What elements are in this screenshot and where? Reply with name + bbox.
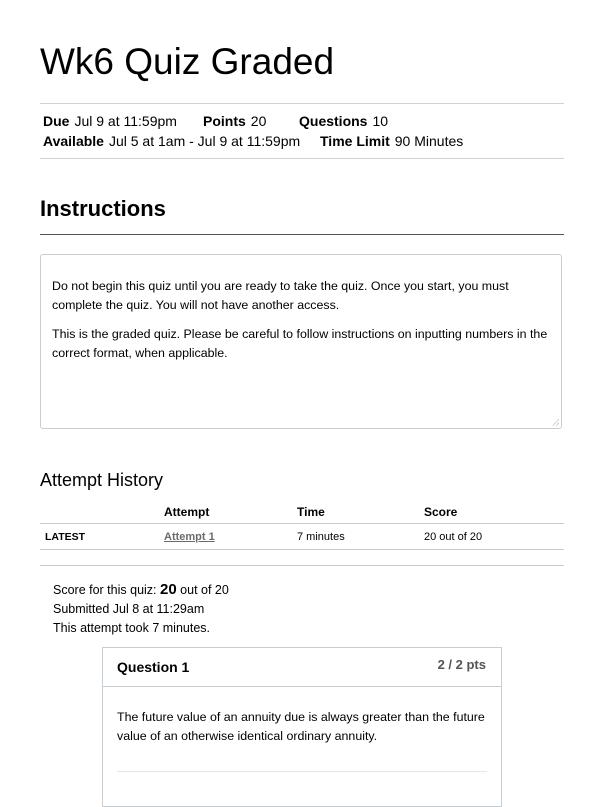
score-suffix: out of 20 [180,583,229,597]
due-label: Due [43,113,70,129]
quiz-details-row-1 [43,113,388,129]
instructions-heading: Instructions [40,196,166,221]
submitted-line: Submitted Jul 8 at 11:29am [53,602,205,616]
question-title: Question 1 [117,659,190,675]
question-card [102,647,502,807]
questions-value: 10 [372,113,389,129]
attempt-1-link[interactable]: Attempt 1 [164,530,215,543]
questions-label: Questions [299,113,368,129]
points-value: 20 [250,113,267,129]
instructions-box[interactable] [40,254,562,429]
column-header-score: Score [424,500,564,524]
column-header-blank [40,500,164,524]
score-line [53,580,229,600]
points-item [203,113,299,129]
quiz-details-row-2 [43,133,463,149]
summary-divider [40,565,564,566]
attempt-cell [164,524,297,550]
resize-grip-icon[interactable] [552,419,559,426]
question-points: 2 / 2 pts [437,657,486,672]
score-prefix: Score for this quiz: [53,583,157,597]
time-limit-label: Time Limit [320,133,390,149]
table-row [40,524,564,550]
questions-item [299,113,388,129]
page-title: Wk6 Quiz Graded [40,41,335,82]
instructions-divider [40,234,564,235]
instructions-paragraph: This is the graded quiz. Please be careful to follow instructions on inputting numbers in the correct format, when applicable. [52,327,548,360]
question-divider [117,771,487,772]
due-item [43,113,203,129]
available-label: Available [43,133,104,149]
available-value: Jul 5 at 1am - Jul 9 at 11:59pm [108,133,301,149]
duration-line: This attempt took 7 minutes. [53,621,211,635]
points-label: Points [203,113,246,129]
instructions-paragraph: Do not begin this quiz until you are ready to take the quiz. Once you start, you must complete the quiz. You will not have another access. [52,279,509,312]
due-value: Jul 9 at 11:59pm [74,113,177,129]
quiz-summary [53,580,229,638]
score-value: 20 [160,581,177,598]
available-item [43,133,320,149]
question-text: The future value of an annuity due is always greater than the future value of an otherwise identical ordinary annuity. [117,710,485,743]
quiz-details [40,103,564,159]
question-header [103,648,501,687]
column-header-time: Time [297,500,424,524]
column-header-attempt: Attempt [164,500,297,524]
table-header-row [40,500,564,524]
time-limit-value: 90 Minutes [394,133,464,149]
time-cell: 7 minutes [297,524,424,550]
latest-label: LATEST [40,524,164,550]
attempt-history-table [40,500,564,550]
attempt-history-heading: Attempt History [40,470,164,490]
score-cell: 20 out of 20 [424,524,564,550]
time-limit-item [320,133,463,149]
